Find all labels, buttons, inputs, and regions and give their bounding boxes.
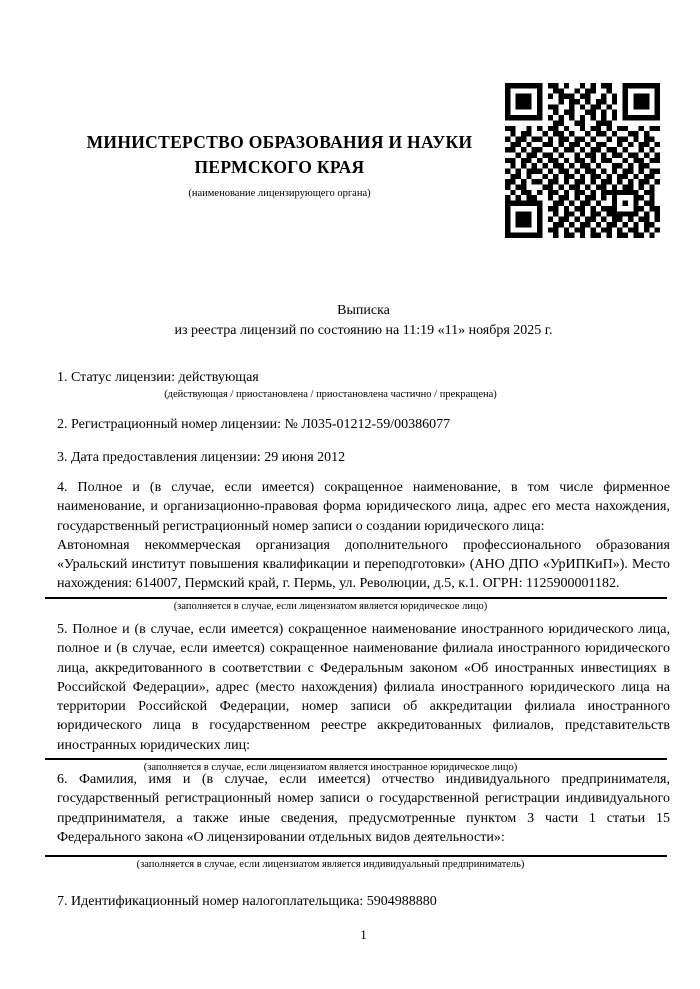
field-value: № Л035-01212-59/00386077 — [284, 417, 451, 432]
field-note: (заполняется в случае, если лицензиатом является юридическое лицо) — [173, 600, 488, 612]
field-text — [57, 892, 670, 911]
ministry-name — [57, 130, 502, 180]
field-note: (действующая / приостановлена / приостановлена частично / прекращена) — [164, 389, 497, 401]
field-label: 5. Полное и (в случае, если имеется) сокращенное наименование иностранного юридического лица, полное и (в случае, если имеется) сокращенное наименование филиала иностранного юридического лица, аккредитованного в соответствии с Федеральным законом «Об иностранных инвестициях в Российской Федерации», адрес (место нахождения) филиала иностранного юридического лица на территории Российской Федерации, номер записи об аккредитации филиала иностранного юридического лица в государственном реестре аккредитованных филиалов, представительств иностранных юридических лиц: — [57, 622, 670, 753]
field-text — [57, 415, 670, 434]
fill-in-line — [45, 597, 667, 599]
field-note: (заполняется в случае, если лицензиатом является иностранное юридическое лицо) — [143, 762, 518, 774]
field-label: 3. Дата предоставления лицензии: — [57, 450, 261, 465]
field-label: 4. Полное и (в случае, если имеется) сокращенное наименование, в том числе фирменное наименование, и организационно-правовая форма юридического лица, адрес его места нахождения, государственный регистрационный номер записи о создании юридического лица: — [57, 480, 670, 534]
qr-code — [505, 83, 660, 238]
page-number: 1 — [360, 927, 367, 942]
field-foreign-entity — [57, 620, 670, 775]
licensing-authority-caption: (наименование лицензирующего органа) — [188, 188, 371, 199]
field-value: 5904988880 — [366, 894, 437, 909]
document-title-block — [57, 301, 670, 340]
field-label: 6. Фамилия, имя и (в случае, если имеется) отчество индивидуального предпринимателя, государственный регистрационный номер записи о государственной регистрации индивидуального предпринимателя, а также иные сведения, предусмотренные пунктом 3 части 1 статьи 15 Федерального закона «О лицензировании отдельных видов деятельности»: — [57, 772, 670, 845]
field-label: 7. Идентификационный номер налогоплательщика: — [57, 894, 364, 909]
field-label: 1. Статус лицензии: — [57, 370, 176, 385]
field-taxpayer-number — [57, 892, 670, 911]
field-legal-entity — [57, 478, 670, 614]
field-license-date — [57, 448, 670, 467]
fill-in-line — [45, 855, 667, 857]
field-text — [57, 368, 670, 387]
field-individual-entrepreneur — [57, 770, 670, 872]
field-value: действующая — [178, 370, 259, 385]
field-value: 29 июня 2012 — [264, 450, 346, 465]
qr-code-pattern — [505, 83, 660, 238]
field-value: Автономная некоммерческая организация дополнительного профессионального образования «Уральский институт повышения квалификации и переподготовки» (АНО ДПО «УрИПКиП»). Место нахождения: 614007, Пермский край, г. Пермь, ул. Революции, д.5, к.1. ОГРН: 1125900001182. — [57, 537, 670, 592]
ministry-name-line1: МИНИСТЕРСТВО ОБРАЗОВАНИЯ И НАУКИ — [86, 132, 473, 152]
document-title: Выписка — [337, 303, 390, 318]
field-label: 2. Регистрационный номер лицензии: — [57, 417, 282, 432]
document-subtitle: из реестра лицензий по состоянию на 11:19 «11» ноября 2025 г. — [174, 322, 553, 338]
ministry-name-line2: ПЕРМСКОГО КРАЯ — [194, 157, 365, 177]
fill-in-line — [45, 758, 667, 760]
licensing-authority-header — [57, 130, 502, 200]
field-text — [57, 448, 670, 467]
field-registration-number — [57, 415, 670, 434]
field-license-status — [57, 368, 670, 402]
field-note: (заполняется в случае, если лицензиатом является индивидуальный предприниматель) — [136, 859, 525, 871]
